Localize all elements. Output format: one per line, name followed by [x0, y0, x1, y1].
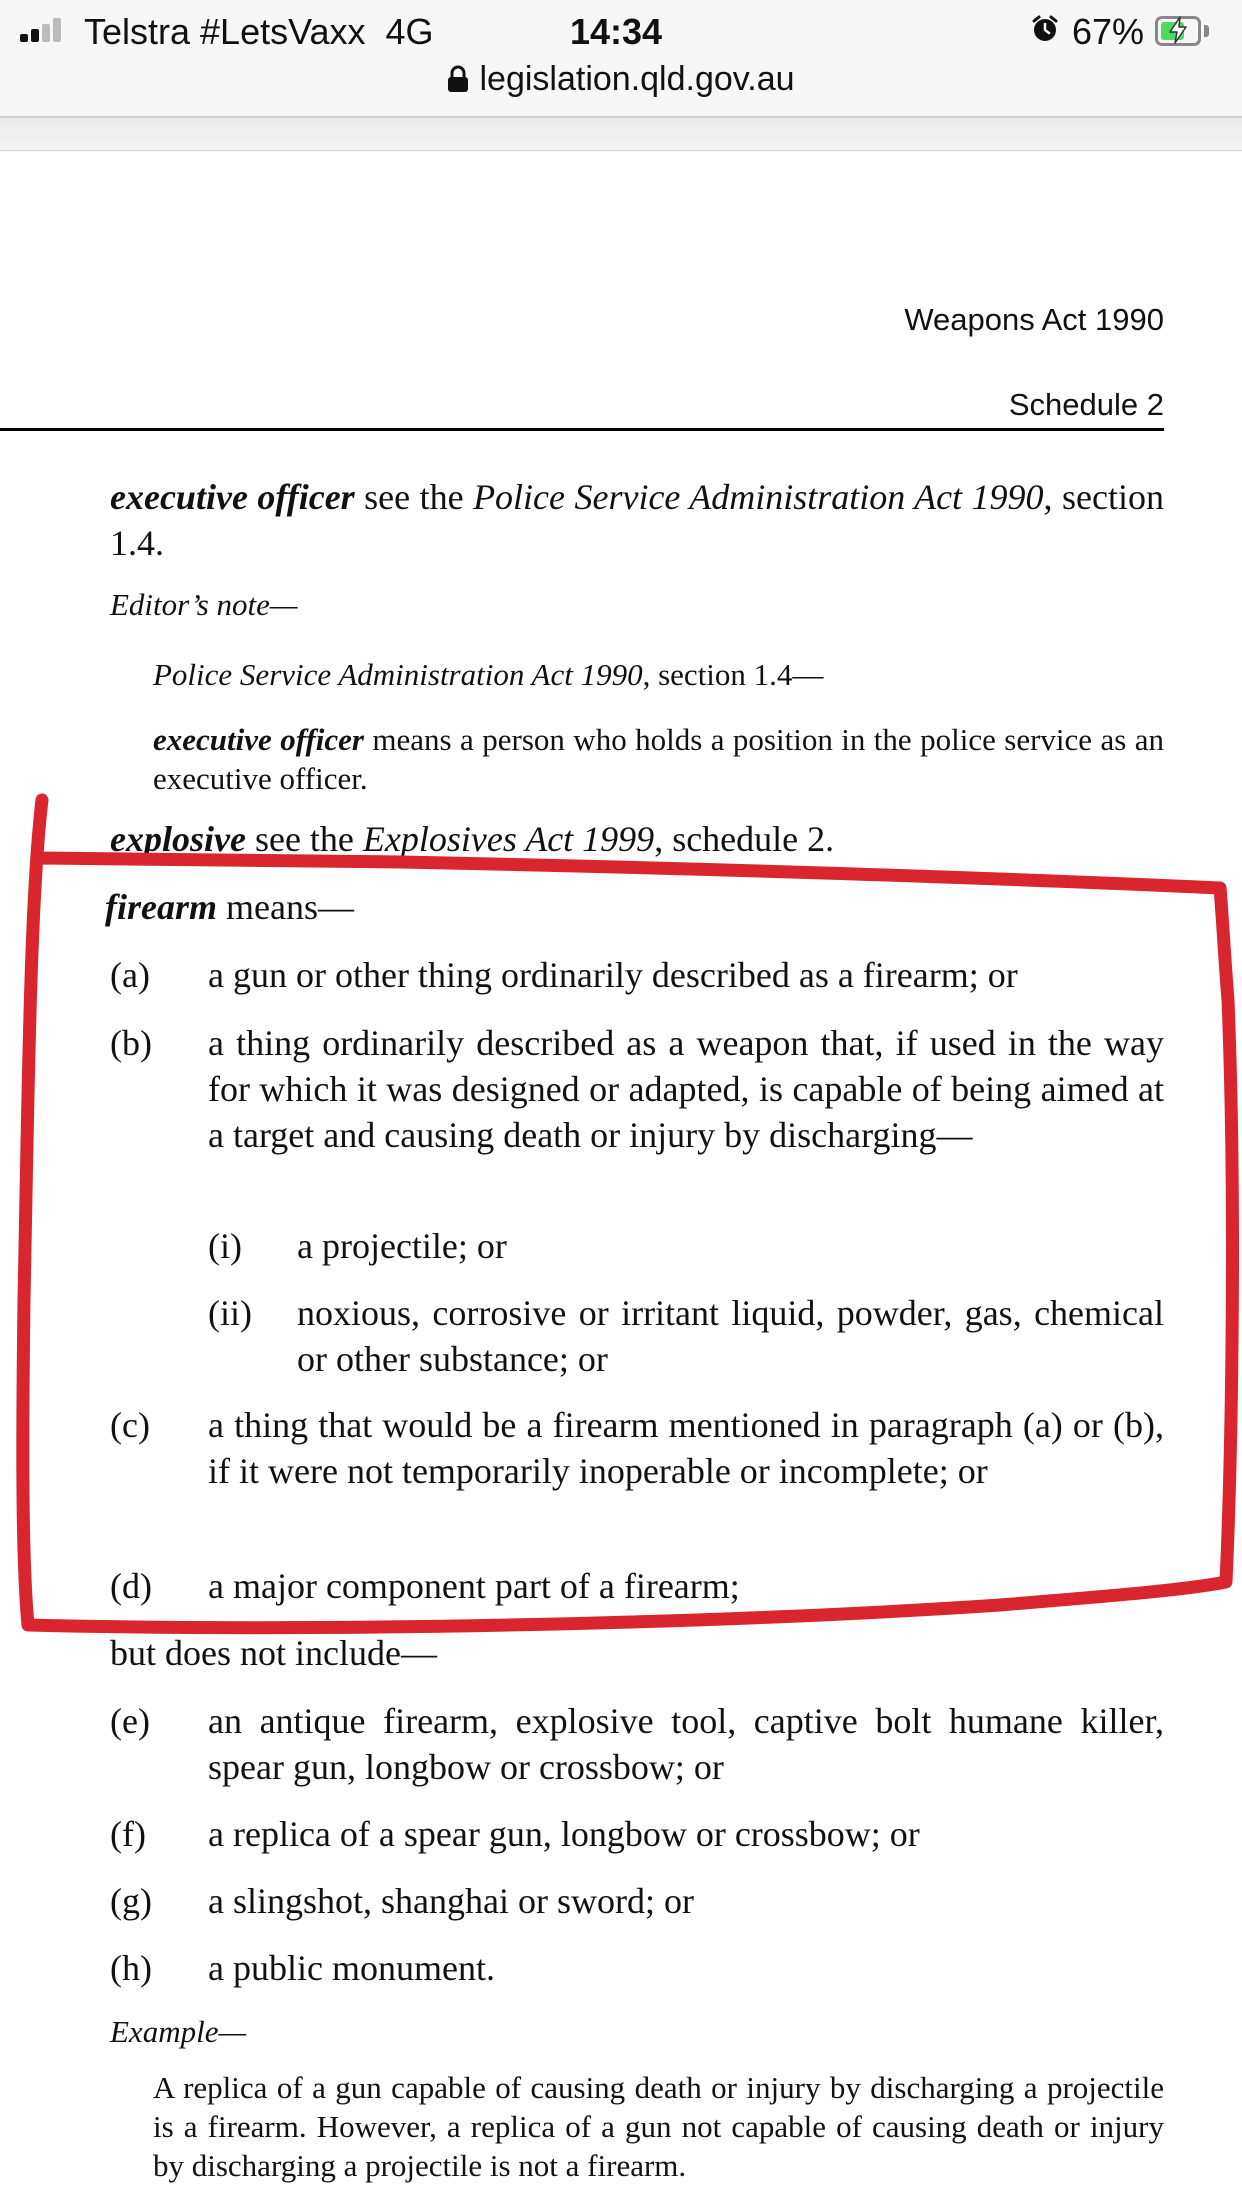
charging-bolt-icon: [1160, 12, 1196, 48]
status-bar: [0, 0, 1242, 117]
battery-percent: 67%: [1072, 11, 1145, 52]
term-executive-officer: executive officer: [110, 477, 355, 517]
item-label: (a): [110, 955, 150, 995]
exclusion-label: (e): [110, 1701, 150, 1741]
exclusion-label: (g): [110, 1881, 152, 1921]
item-text: a major component part of a firearm;: [208, 1566, 740, 1606]
lock-icon: [447, 65, 469, 93]
toolbar-shadow: [0, 118, 1242, 150]
item-label: (b): [110, 1023, 152, 1063]
editors-note-ref: Police Service Administration Act 1990, section 1.4—: [153, 657, 824, 692]
act-ref-explosives: Explosives Act 1999: [362, 819, 655, 859]
alarm-icon: [1030, 14, 1060, 44]
battery-nub: [1204, 25, 1209, 37]
subitem-text: noxious, corrosive or irritant liquid, powder, gas, chemical or other substance; or: [297, 1293, 1164, 1379]
act-ref-police-service: Police Service Administration Act 1990: [473, 477, 1044, 517]
url-text: legislation.qld.gov.au: [479, 60, 795, 98]
network-label: 4G: [385, 11, 434, 52]
subitem-text: a projectile; or: [297, 1226, 507, 1266]
exclusion-text: an antique firearm, explosive tool, captive bolt humane killer, spear gun, longbow or crossbow; or: [208, 1701, 1164, 1787]
clock: 14:34: [570, 11, 663, 52]
schedule-label: Schedule 2: [1008, 387, 1164, 422]
editors-note-heading: Editor’s note—: [110, 587, 298, 622]
item-label: (d): [110, 1566, 152, 1606]
item-text: a thing that would be a firearm mentioned in paragraph (a) or (b), if it were not temporarily inoperable or incomplete; or: [208, 1405, 1164, 1491]
example-text: A replica of a gun capable of causing death or injury by discharging a projectile is a firearm. However, a replica of a gun not capable of causing death or injury by discharging a projectile is not a firearm.: [153, 2070, 1164, 2183]
toolbar-shadow-divider: [0, 150, 1242, 151]
header-rule: [0, 428, 1164, 431]
definition-executive-officer: executive officer see the Police Service Administration Act 1990, section 1.4.: [110, 477, 1164, 563]
item-text: a thing ordinarily described as a weapon that, if used in the way for which it was designed or adapted, is capable of being aimed at a target and causing death or injury by discharging—: [208, 1023, 1164, 1155]
exclusion-text: a slingshot, shanghai or sword; or: [208, 1881, 694, 1921]
definition-explosive: explosive see the Explosives Act 1999, schedule 2.: [110, 819, 835, 859]
carrier-label: Telstra #LetsVaxx 4G: [84, 11, 434, 52]
item-text: a gun or other thing ordinarily described as a firearm; or: [208, 955, 1018, 995]
subitem-label: (ii): [208, 1293, 252, 1333]
subitem-label: (i): [208, 1226, 242, 1266]
exclusion-text: a public monument.: [208, 1948, 495, 1988]
editors-note-definition: executive officer means a person who holds a position in the police service as an executive officer.: [153, 722, 1165, 796]
exclusion-label: (f): [110, 1814, 146, 1854]
act-title: Weapons Act 1990: [904, 302, 1164, 337]
definition-firearm-heading: firearm means—: [105, 887, 354, 927]
item-label: (c): [110, 1405, 150, 1445]
address-bar[interactable]: [0, 60, 1242, 99]
example-heading: Example—: [110, 2014, 247, 2049]
exclusion-text: a replica of a spear gun, longbow or crossbow; or: [208, 1814, 920, 1854]
exclusion-label: (h): [110, 1948, 152, 1988]
signal-strength-icon: [20, 18, 68, 42]
exclusion-intro: but does not include—: [110, 1633, 437, 1673]
